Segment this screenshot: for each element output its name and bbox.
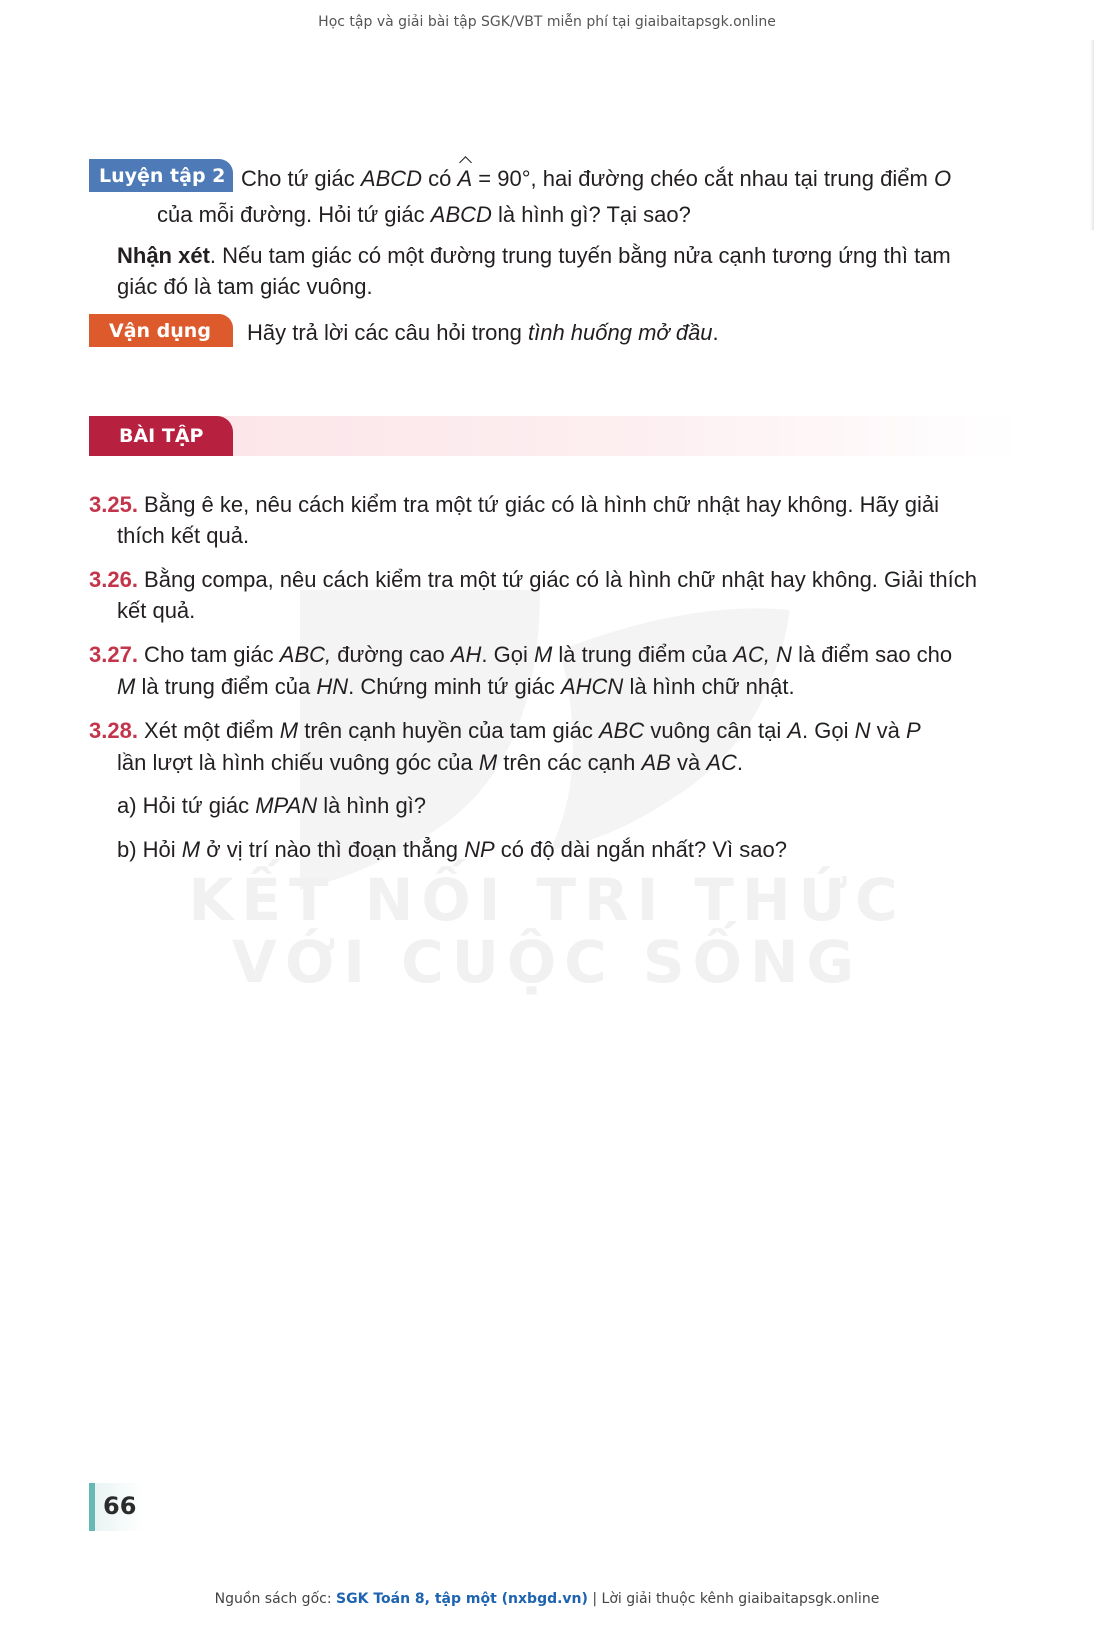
exercise-3-25-line-2: thích kết quả. bbox=[117, 523, 250, 548]
text: Bằng ê ke, nêu cách kiểm tra một tứ giác có là hình chữ nhật hay không. Hãy giải bbox=[137, 492, 940, 517]
text: Xét một điểm bbox=[137, 718, 280, 743]
text: là trung điểm của bbox=[552, 642, 734, 667]
math: MPAN bbox=[255, 793, 318, 818]
text: là hình chữ nhật. bbox=[623, 674, 795, 699]
footer-prefix: Nguồn sách gốc: bbox=[214, 1591, 337, 1607]
text: . Gọi bbox=[481, 642, 534, 667]
text: . bbox=[712, 320, 719, 345]
text: là trung điểm của bbox=[135, 674, 317, 699]
text: vuông cân tại bbox=[644, 718, 788, 743]
exercise-number: 3.26. bbox=[89, 567, 138, 592]
text: = 90°, hai đường chéo cắt nhau tại trung điểm bbox=[472, 166, 934, 191]
text: Hãy trả lời các câu hỏi trong bbox=[247, 320, 528, 345]
page-number: 66 bbox=[103, 1492, 137, 1520]
math: N bbox=[854, 718, 871, 743]
exercise-3-28-line-2 bbox=[117, 748, 743, 778]
text: là điểm sao cho bbox=[791, 642, 953, 667]
text: và bbox=[670, 750, 707, 775]
text: có độ dài ngắn nhất? Vì sao? bbox=[494, 837, 787, 862]
nhan-xet-label: Nhận xét bbox=[117, 243, 210, 268]
page-edge-shadow bbox=[1090, 40, 1094, 230]
footer-suffix: | Lời giải thuộc kênh giaibaitapsgk.online bbox=[587, 1591, 880, 1607]
math: M bbox=[117, 674, 136, 699]
exercise-number: 3.27. bbox=[89, 642, 138, 667]
text: . Nếu tam giác có một đường trung tuyến bằng nửa cạnh tương ứng thì tam bbox=[209, 243, 951, 268]
text: là hình gì? bbox=[317, 793, 427, 818]
text: Cho tứ giác bbox=[241, 166, 361, 191]
text: trên các cạnh bbox=[497, 750, 642, 775]
math: AB bbox=[641, 750, 671, 775]
nhan-xet-line-2: giác đó là tam giác vuông. bbox=[117, 274, 373, 299]
math: HN bbox=[316, 674, 349, 699]
text: đường cao bbox=[331, 642, 451, 667]
page-footer bbox=[0, 1591, 1094, 1607]
math: AC, N bbox=[733, 642, 792, 667]
nhan-xet-line-1 bbox=[117, 241, 951, 271]
exercise-3-28-part-a bbox=[117, 791, 426, 821]
math: A bbox=[787, 718, 803, 743]
text: Cho tam giác bbox=[137, 642, 280, 667]
math: M bbox=[533, 642, 553, 667]
page-number-accent bbox=[89, 1483, 95, 1531]
math-o: O bbox=[933, 166, 952, 191]
exercise-3-26-line-1 bbox=[89, 565, 977, 595]
text: của mỗi đường. Hỏi tứ giác bbox=[157, 202, 431, 227]
watermark-line-2: VỚI CUỘC SỐNG bbox=[231, 928, 863, 996]
bai-tap-label: BÀI TẬP bbox=[89, 416, 233, 456]
luyen-tap-2-label: Luyện tập 2 bbox=[89, 159, 233, 192]
math-abcd: ABCD bbox=[430, 202, 492, 227]
math-angle-a: A bbox=[458, 164, 473, 194]
math: M bbox=[478, 750, 498, 775]
text: và bbox=[870, 718, 906, 743]
exercise-3-27-line-2 bbox=[117, 672, 795, 702]
math: ABC, bbox=[279, 642, 332, 667]
math: AHCN bbox=[560, 674, 624, 699]
math-abcd: ABCD bbox=[360, 166, 423, 191]
footer-source-link[interactable]: SGK Toán 8, tập một (nxbgd.vn) bbox=[336, 1591, 588, 1607]
text: trên cạnh huyền của tam giác bbox=[298, 718, 599, 743]
italic-text: tình huống mở đầu bbox=[528, 320, 713, 345]
text: có bbox=[422, 166, 458, 191]
text: . bbox=[736, 750, 743, 775]
text: Bằng compa, nêu cách kiểm tra một tứ giác có là hình chữ nhật hay không. Giải thích bbox=[137, 567, 977, 592]
math: P bbox=[905, 718, 921, 743]
luyen-tap-2-line-1 bbox=[241, 164, 951, 194]
watermark-line-1: KẾT NỐI TRI THỨC bbox=[188, 866, 906, 934]
text: . Gọi bbox=[802, 718, 855, 743]
math: NP bbox=[464, 837, 495, 862]
math: AC bbox=[706, 750, 737, 775]
van-dung-text bbox=[247, 318, 719, 348]
text: a) Hỏi tứ giác bbox=[117, 793, 256, 818]
exercise-3-27-line-1 bbox=[89, 640, 952, 670]
math: ABC bbox=[598, 718, 645, 743]
page-header: Học tập và giải bài tập SGK/VBT miễn phí tại giaibaitapsgk.online bbox=[318, 14, 776, 30]
exercise-3-26-line-2: kết quả. bbox=[117, 598, 196, 623]
math: M bbox=[279, 718, 299, 743]
exercise-3-28-line-1 bbox=[89, 716, 921, 746]
luyen-tap-2-line-2 bbox=[157, 200, 691, 230]
exercise-3-28-part-b bbox=[117, 835, 787, 865]
text: ở vị trí nào thì đoạn thẳng bbox=[200, 837, 465, 862]
text: . Chứng minh tứ giác bbox=[348, 674, 561, 699]
math: M bbox=[181, 837, 201, 862]
van-dung-label: Vận dụng bbox=[89, 314, 233, 347]
text: b) Hỏi bbox=[117, 837, 182, 862]
exercise-3-25-line-1 bbox=[89, 490, 939, 520]
text: là hình gì? Tại sao? bbox=[491, 202, 691, 227]
exercise-number: 3.25. bbox=[89, 492, 138, 517]
exercise-number: 3.28. bbox=[89, 718, 138, 743]
math: AH bbox=[450, 642, 482, 667]
text: lần lượt là hình chiếu vuông góc của bbox=[117, 750, 479, 775]
